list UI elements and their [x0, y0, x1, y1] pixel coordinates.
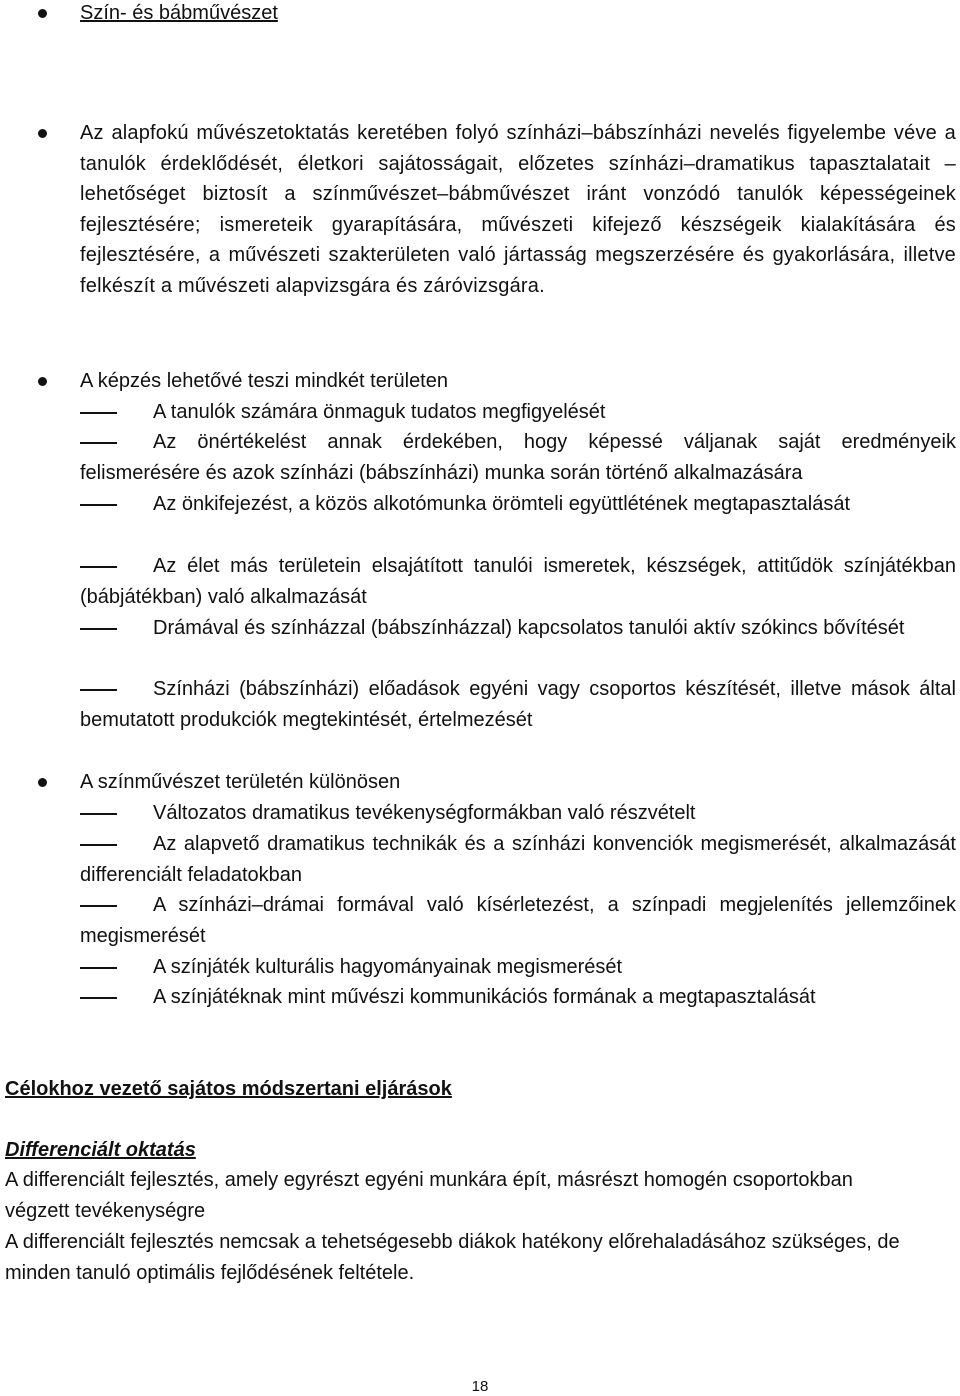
bullet-icon — [38, 377, 47, 386]
methods-heading: Célokhoz vezető sajátos módszertani eljárások — [5, 1078, 452, 1100]
theatre-item: A színjátéknak mint művészi kommunikációs formának a megtapasztalását — [153, 986, 816, 1008]
intro-paragraph: Az alapfokú művészetoktatás keretében folyó színházi–bábszínházi nevelés figyelembe véve a tanulók érdeklődését, életkori sajátosságait, előzetes színházi–dramatikus tapasztalatait – lehetőséget biztosít a színművészet–bábművészet iránt vonzódó tanulók képességeinek fejlesztésére; ismereteik gyarapítására, művészeti kifejező készségeik kialakítására és fejlesztésére, a művészeti szakterületen való jártasság megszerzésére és gyakorlására, illetve felkészít a művészeti alapvizsgára és záróvizsgára. — [80, 122, 956, 297]
theatre-lead: A színművészet területén különösen — [80, 771, 401, 793]
training-item: Az önértékelést annak érdekében, hogy képessé váljanak saját eredményeik felismerésére és azok színházi (bábszínházi) munka során történő alkalmazására — [80, 431, 956, 484]
theatre-item: Változatos dramatikus tevékenységformákban való részvételt — [153, 802, 696, 824]
training-item: Az önkifejezést, a közös alkotómunka örömteli együttlétének megtapasztalását — [153, 493, 851, 515]
training-item: Színházi (bábszínházi) előadások egyéni vagy csoportos készítését, illetve mások által bemutatott produkciók megtekintését, értelmezését — [80, 678, 956, 731]
training-item: A tanulók számára önmaguk tudatos megfigyelését — [153, 401, 606, 423]
bullet-icon — [38, 129, 47, 138]
differentiated-heading: Differenciált oktatás — [5, 1139, 196, 1161]
bullet-icon — [38, 778, 47, 787]
differentiated-paragraph: A differenciált fejlesztés nemcsak a tehetségesebb diákok hatékony előrehaladásához szükséges, de minden tanuló optimális fejlődésének feltétele. — [5, 1231, 900, 1284]
training-lead: A képzés lehetővé teszi mindkét területen — [80, 370, 448, 392]
page-number: 18 — [471, 1378, 489, 1395]
theatre-item: Az alapvető dramatikus technikák és a színházi konvenciók megismerését, alkalmazását differenciált feladatokban — [80, 833, 956, 886]
differentiated-paragraph: A differenciált fejlesztés, amely egyrészt egyéni munkára épít, másrészt homogén csoportokban végzett tevékenységre — [5, 1169, 853, 1222]
training-item: Az élet más területein elsajátított tanulói ismeretek, készségek, attitűdök színjátékban (bábjátékban) való alkalmazását — [80, 555, 956, 608]
theatre-item: A színjáték kulturális hagyományainak megismerését — [153, 956, 623, 978]
theatre-item: A színházi–drámai formával való kísérletezést, a színpadi megjelenítés jellemzőinek megismerését — [80, 894, 956, 947]
training-item: Drámával és színházzal (bábszínházzal) kapcsolatos tanulói aktív szókincs bővítését — [153, 617, 905, 639]
section-title: Szín- és bábművészet — [80, 2, 278, 24]
bullet-icon — [38, 9, 47, 18]
